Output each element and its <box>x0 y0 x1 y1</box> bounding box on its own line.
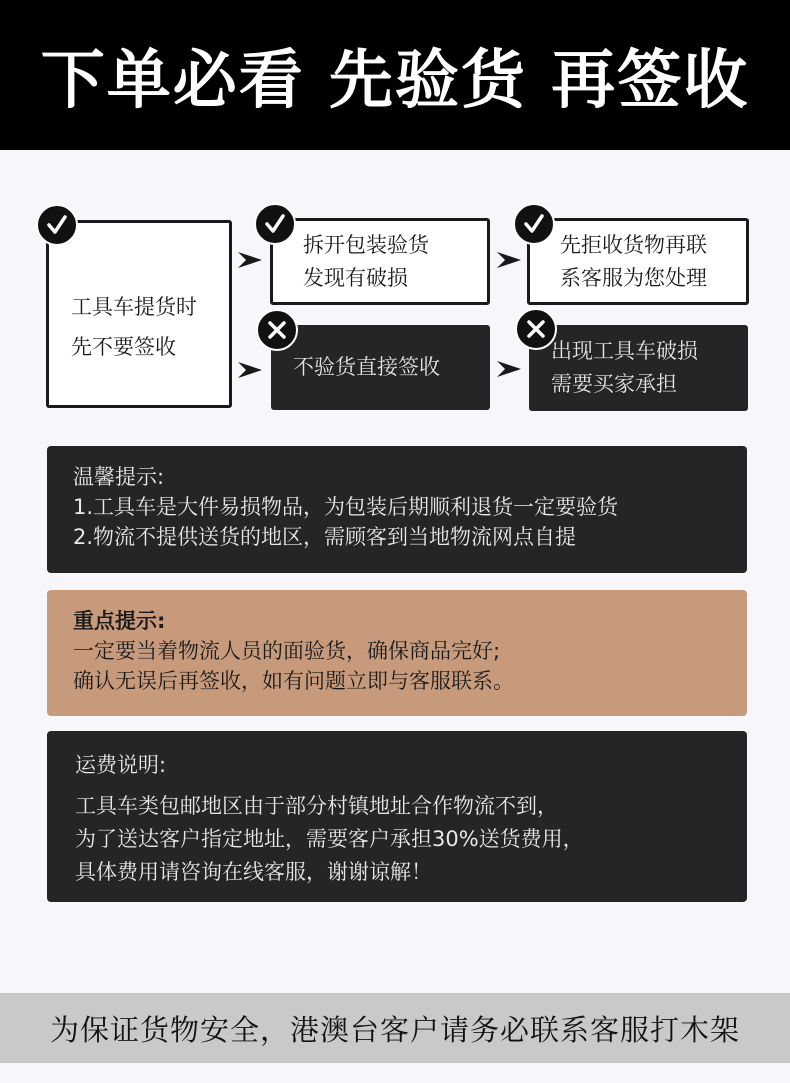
key-tips-line-1: 一定要当着物流人员的面验货，确保商品完好; <box>73 639 501 663</box>
flow-bad-step-2-line-2: 需要买家承担 <box>551 372 677 396</box>
shipping-note-line-2: 为了送达客户指定地址，需要客户承担30%送货费用， <box>75 827 584 851</box>
key-tips-box <box>47 590 747 716</box>
arrow-right-icon <box>497 361 521 377</box>
shipping-note-line-3: 具体费用请咨询在线客服，谢谢谅解！ <box>75 860 432 884</box>
key-tips-line-2: 确认无误后再签收，如有问题立即与客服联系。 <box>73 669 514 693</box>
cross-icon <box>256 309 298 351</box>
shipping-note-line-1: 工具车类包邮地区由于部分村镇地址合作物流不到， <box>75 794 558 818</box>
cross-icon <box>515 308 557 350</box>
page-title: 下单必看 先验货 再签收 <box>40 44 750 118</box>
arrow-right-icon <box>238 252 262 268</box>
flow-ok-step-2 <box>527 218 749 305</box>
arrow-right-icon <box>497 252 521 268</box>
warm-tips-line-2: 2.物流不提供送货的地区，需顾客到当地物流网点自提 <box>73 525 577 549</box>
flow-ok-step-1-line-2: 发现有破损 <box>303 265 408 290</box>
footer-banner <box>0 993 790 1063</box>
flow-ok-step-1-line-1: 拆开包装验货 <box>303 232 429 257</box>
flow-ok-step-2-line-1: 先拒收货物再联 <box>560 232 707 257</box>
check-icon <box>513 203 555 245</box>
flow-start-box <box>46 220 232 408</box>
shipping-note-title: 运费说明: <box>75 753 167 777</box>
arrow-right-icon <box>238 362 262 378</box>
flow-bad-step-1 <box>271 325 490 410</box>
warm-tips-line-1: 1.工具车是大件易损物品，为包装后期顺利退货一定要验货 <box>73 495 619 519</box>
flow-bad-step-2 <box>529 325 748 411</box>
flow-ok-step-2-line-2: 系客服为您处理 <box>560 265 707 290</box>
shipping-note-box <box>47 731 747 902</box>
warm-tips-title: 温馨提示: <box>73 465 165 489</box>
warm-tips-box <box>47 446 747 573</box>
check-icon <box>36 204 78 246</box>
flow-bad-step-2-line-1: 出现工具车破损 <box>551 339 698 363</box>
flow-start-line-1: 工具车提货时 <box>71 295 197 319</box>
flow-start-line-2: 先不要签收 <box>71 335 176 359</box>
footer-text: 为保证货物安全，港澳台客户请务必联系客服打木架 <box>49 1012 740 1047</box>
flow-bad-step-1-line-1: 不验货直接签收 <box>293 355 440 379</box>
check-icon <box>254 203 296 245</box>
flow-ok-step-1 <box>270 218 490 305</box>
header-banner <box>0 0 790 150</box>
key-tips-title: 重点提示: <box>73 609 166 633</box>
